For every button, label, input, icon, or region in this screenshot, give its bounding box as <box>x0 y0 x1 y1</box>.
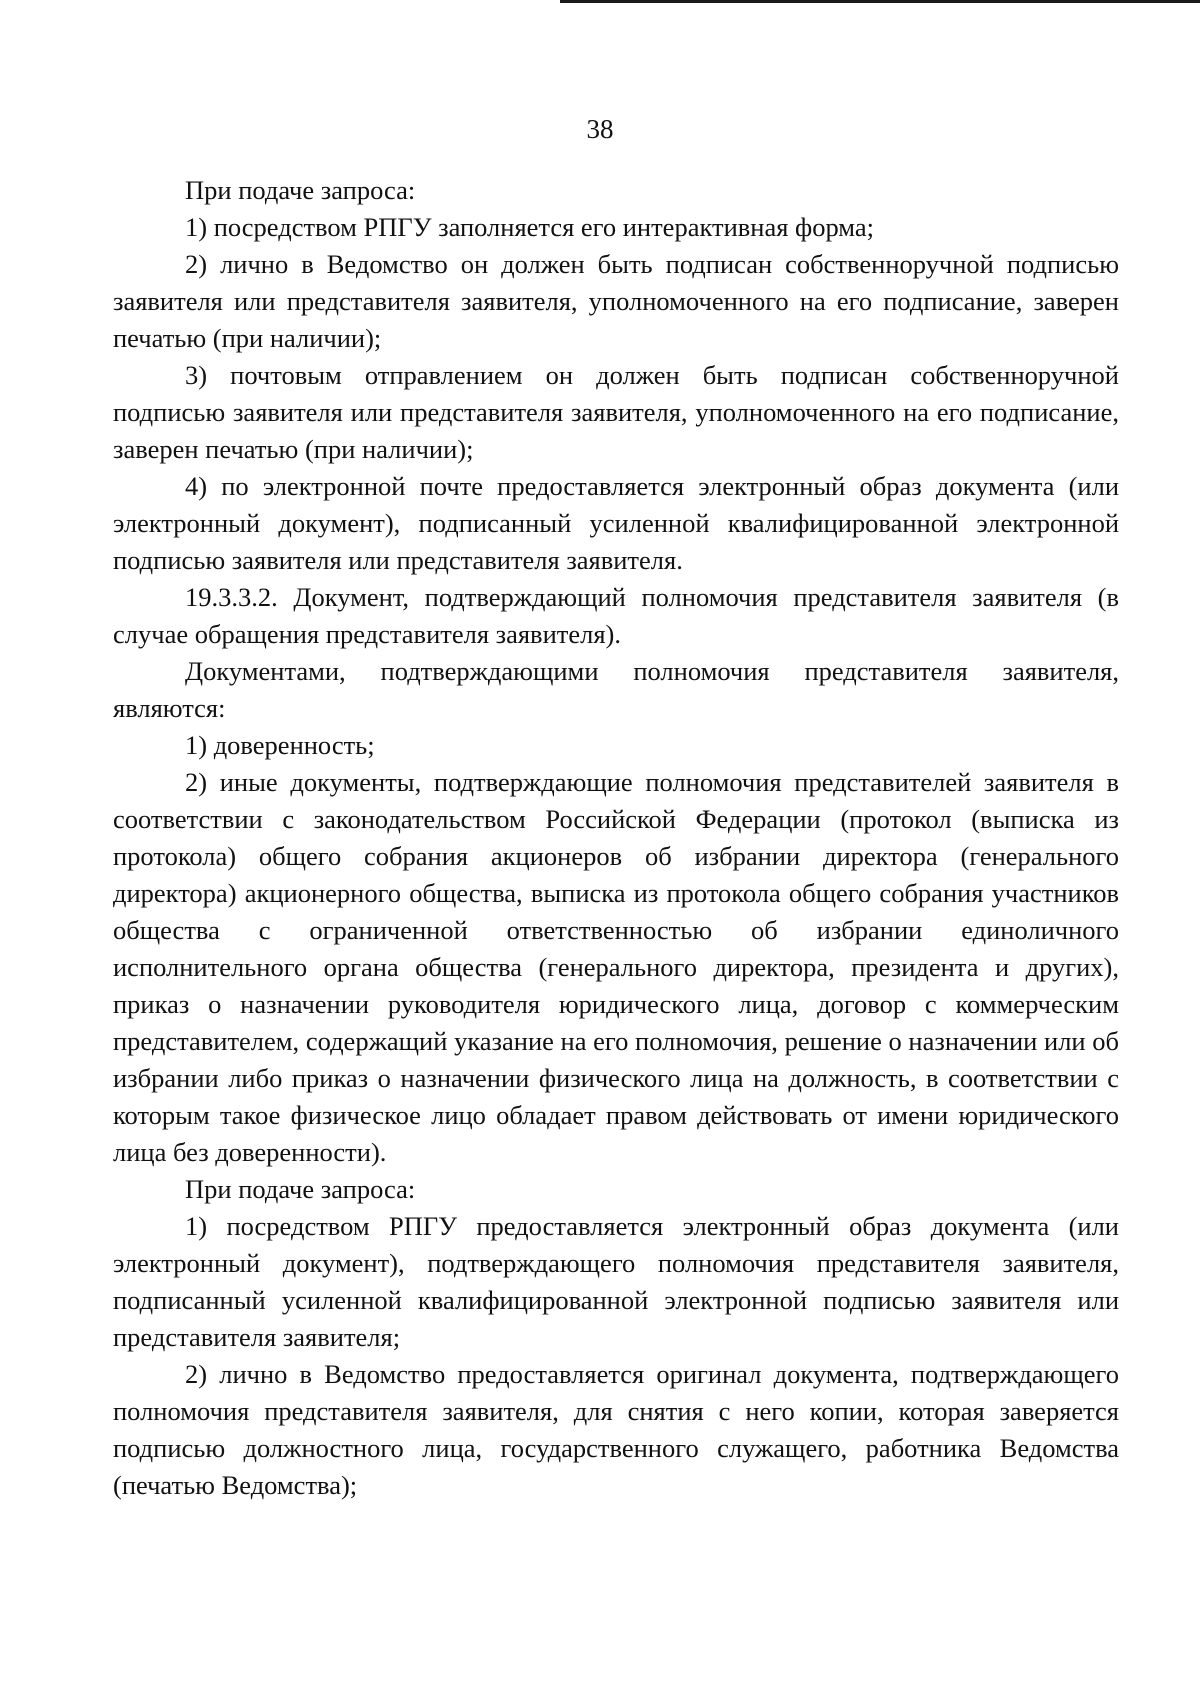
page-number: 38 <box>586 114 614 144</box>
scan-top-edge-line <box>560 0 1200 3</box>
paragraph: 19.3.3.2. Документ, подтверждающий полномочия представителя заявителя (в случае обращения представителя заявителя). <box>113 582 1119 649</box>
document-body <box>113 172 1119 1504</box>
paragraph: 2) лично в Ведомство предоставляется оригинал документа, подтверждающего полномочия представителя заявителя, для снятия с него копии, которая заверяется подписью должностного лица, государственного служащего, работника Ведомства (печатью Ведомства); <box>113 1359 1119 1500</box>
paragraph: При подаче запроса: <box>185 175 416 205</box>
paragraph: 1) посредством РПГУ заполняется его интерактивная форма; <box>185 212 874 242</box>
paragraph: При подаче запроса: <box>185 1174 416 1204</box>
paragraph: 1) посредством РПГУ предоставляется электронный образ документа (или электронный документ), подтверждающего полномочия представителя заявителя, подписанный усиленной квалифицированной электронной подписью заявителя или представителя заявителя; <box>113 1211 1119 1352</box>
paragraph: Документами, подтверждающими полномочия представителя заявителя, являются: <box>113 656 1119 723</box>
paragraph: 1) доверенность; <box>185 730 375 760</box>
paragraph: 2) иные документы, подтверждающие полномочия представителей заявителя в соответствии с законодательством Российской Федерации (протокол (выписка из протокола) общего собрания акционеров об избрании директора (генерального директора) акционерного общества, выписка из протокола общего собрания участников общества с ограниченной ответственностью об избрании единоличного исполнительного органа общества (генерального директора, президента и других), приказ о назначении руководителя юридического лица, договор с коммерческим представителем, содержащий указание на его полномочия, решение о назначении или об избрании либо приказ о назначении физического лица на должность, в соответствии с которым такое физическое лицо обладает правом действовать от имени юридического лица без доверенности). <box>113 767 1119 1167</box>
paragraph: 3) почтовым отправлением он должен быть подписан собственноручной подписью заявителя или представителя заявителя, уполномоченного на его подписание, заверен печатью (при наличии); <box>113 360 1119 464</box>
paragraph: 2) лично в Ведомство он должен быть подписан собственноручной подписью заявителя или представителя заявителя, уполномоченного на его подписание, заверен печатью (при наличии); <box>113 249 1119 353</box>
paragraph: 4) по электронной почте предоставляется электронный образ документа (или электронный документ), подписанный усиленной квалифицированной электронной подписью заявителя или представителя заявителя. <box>113 471 1119 575</box>
